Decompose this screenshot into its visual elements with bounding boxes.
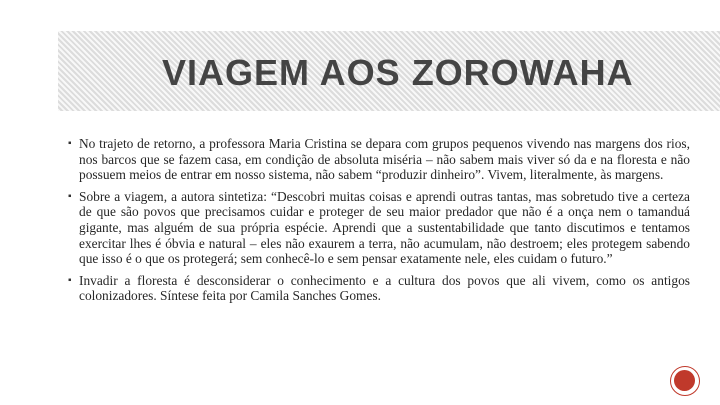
list-item xyxy=(68,273,690,304)
list-item xyxy=(68,189,690,267)
bullet-text: Sobre a viagem, a autora sintetiza: “Descobri muitas coisas e aprendi outras tantas, mas sobretudo tive a certeza de que são povos que precisamos cuidar e proteger de seu maior predador que não é a onça nem o tamanduá gigante, mas alguém de sua própria espécie. Aprendi que a sustentabilidade que tanto discutimos e tentamos exercitar lhes é óbvia e natural – eles não exaurem a terra, não acumulam, não destroem; eles protegem sabendo que isso é o que os protegerá; sem conhecê-lo e sem pensar exatamente nele, eles cuidam o futuro.” xyxy=(79,188,690,267)
bullet-text: No trajeto de retorno, a professora Maria Cristina se depara com grupos pequenos vivendo nas margens dos rios, nos barcos que se fazem casa, em condição de absoluta miséria – não sabem mais viver só da e na floresta e não possuem meios de entrar em nosso sistema, não sabem “produzir dinheiro”. Vivem, literalmente, às margens. xyxy=(79,136,690,183)
slide-badge-icon xyxy=(670,366,700,396)
square-bullet-icon: ▪ xyxy=(68,274,72,286)
slide-title: VIAGEM AOS ZOROWAHA xyxy=(162,52,634,93)
bullet-list xyxy=(68,136,690,310)
square-bullet-icon: ▪ xyxy=(68,190,72,202)
list-item xyxy=(68,136,690,183)
badge-dot xyxy=(674,370,695,391)
square-bullet-icon: ▪ xyxy=(68,138,72,149)
bullet-text: Invadir a floresta é desconsiderar o conhecimento e a cultura dos povos que ali vivem, como os antigos colonizadores. Síntese feita por Camila Sanches Gomes. xyxy=(79,272,690,304)
